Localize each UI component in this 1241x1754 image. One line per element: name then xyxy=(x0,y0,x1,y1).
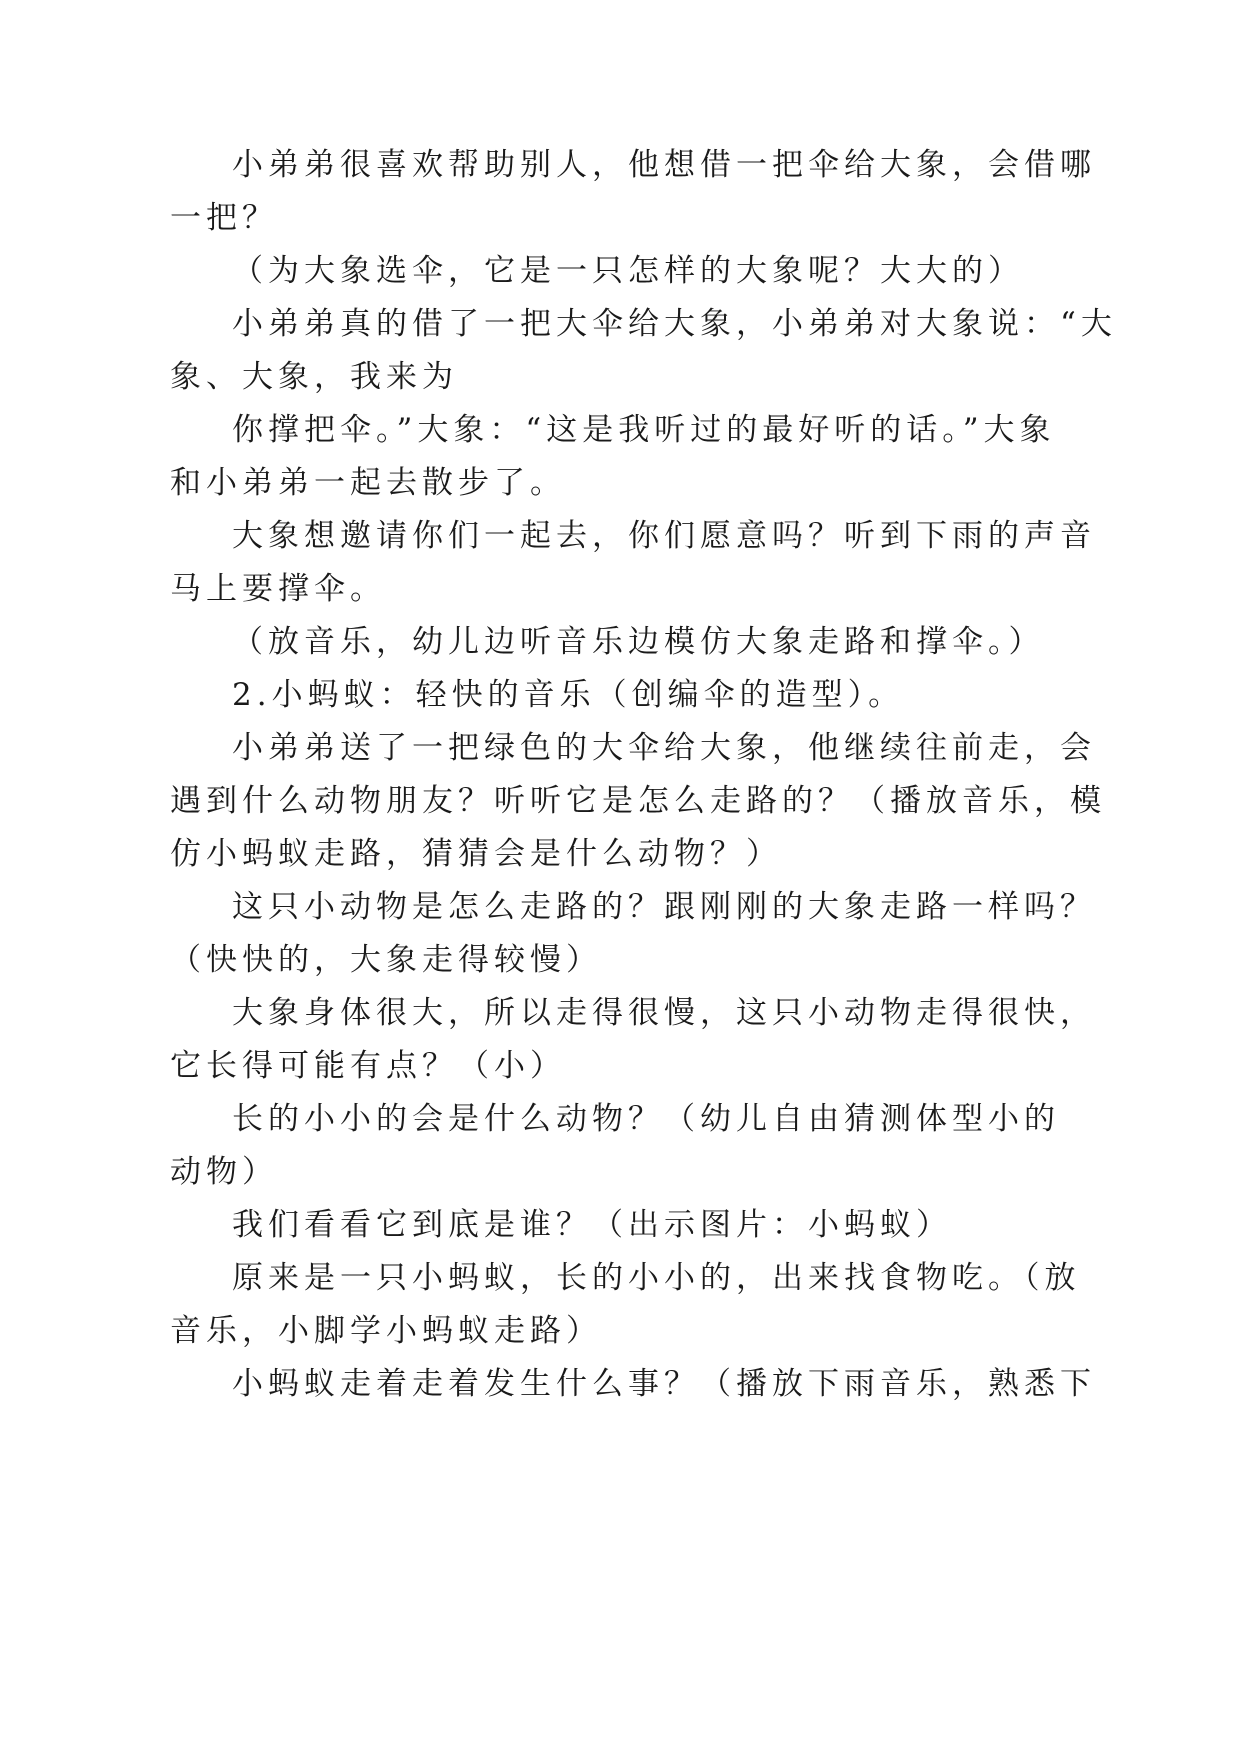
text-line: 遇到什么动物朋友？听听它是怎么走路的？（播放音乐，模 xyxy=(170,783,1106,819)
text-line: 长的小小的会是什么动物？（幼儿自由猜测体型小的 xyxy=(232,1101,1060,1137)
text-line: 仿小蚂蚁走路，猜猜会是什么动物？） xyxy=(170,836,782,872)
text-line: 你撑把伞。”大象：“这是我听过的最好听的话。”大象 xyxy=(232,412,1056,448)
text-line: 它长得可能有点？（小） xyxy=(170,1048,566,1084)
text-line: （放音乐，幼儿边听音乐边模仿大象走路和撑伞。） xyxy=(232,624,1045,660)
text-line: 和小弟弟一起去散步了。 xyxy=(170,465,566,501)
text-line: 我们看看它到底是谁？（出示图片：小蚂蚁） xyxy=(232,1207,952,1243)
text-line: （为大象选伞，它是一只怎样的大象呢？大大的） xyxy=(232,253,1024,289)
text-line: 音乐，小脚学小蚂蚁走路） xyxy=(170,1313,602,1349)
text-line: 这只小动物是怎么走路的？跟刚刚的大象走路一样吗？ xyxy=(232,889,1096,925)
text-line: 动物） xyxy=(170,1154,278,1190)
text-line: 象、大象，我来为 xyxy=(170,359,458,395)
text-line: 原来是一只小蚂蚁，长的小小的，出来找食物吃。（放 xyxy=(232,1260,1081,1296)
text-line: 小弟弟真的借了一把大伞给大象，小弟弟对大象说：“大 xyxy=(232,306,1117,342)
text-line: 一把？ xyxy=(170,200,278,236)
text-line: 小蚂蚁走着走着发生什么事？（播放下雨音乐，熟悉下 xyxy=(232,1366,1096,1402)
text-line: 马上要撑伞。 xyxy=(170,571,386,607)
text-line: 小弟弟送了一把绿色的大伞给大象，他继续往前走，会 xyxy=(232,730,1096,766)
text-line: 2.小蚂蚁：轻快的音乐（创编伞的造型）。 xyxy=(232,677,905,713)
text-line: 大象想邀请你们一起去，你们愿意吗？听到下雨的声音 xyxy=(232,518,1096,554)
text-line: 小弟弟很喜欢帮助别人，他想借一把伞给大象，会借哪 xyxy=(232,147,1096,183)
text-line: 大象身体很大，所以走得很慢，这只小动物走得很快， xyxy=(232,995,1096,1031)
text-line: （快快的，大象走得较慢） xyxy=(170,942,602,978)
